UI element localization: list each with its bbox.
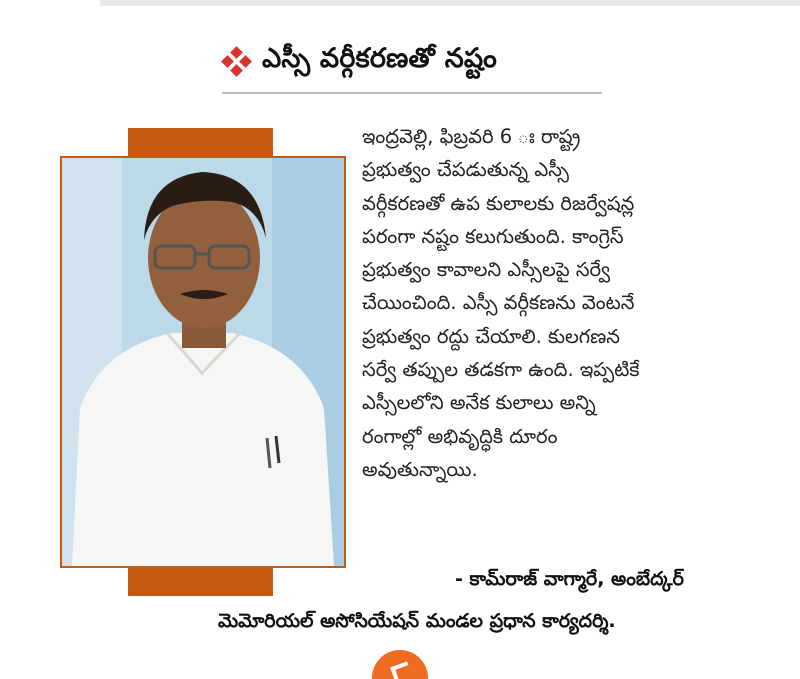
headline-title: ఎస్సీ వర్గీకరణతో నష్టం [262, 43, 497, 74]
article-line: ఎస్సీలలోని అనేక కులాలు అన్ని [362, 391, 596, 415]
article-line: ప్రభుత్వం రద్దు చేయాలి. కులగణన [362, 324, 620, 348]
article-line: ప్రభుత్వం చేపడుతున్న ఎస్సీ [362, 158, 569, 182]
signature-designation: మెమోరియల్ అసోసియేషన్ మండల ప్రధాన కార్యదర్శి. [218, 610, 616, 632]
photo-bottom-accent-bar [128, 566, 273, 596]
article-line: పరంగా నష్టం కలుగుతుంది. కాంగ్రెస్ [362, 224, 624, 248]
article-line: ప్రభుత్వం కావాలని ఎస్సీలపై సర్వే [362, 258, 611, 282]
portrait-photo [60, 156, 346, 568]
headline [222, 38, 497, 86]
quote-logo-icon [372, 650, 428, 679]
article-line: చేయించింది. ఎస్సీ వర్గీకణను వెంటనే [362, 291, 635, 315]
article-line: ఇంద్రవెల్లి, ఫిబ్రవరి 6 ః రాష్ట్ర [362, 125, 581, 148]
article-line: అవుతున్నాయి. [362, 457, 478, 481]
headline-underline [222, 92, 602, 94]
article-line: వర్గీకరణతో ఉప కులాలకు రిజర్వేషన్ల [362, 191, 635, 215]
top-divider-strip [100, 0, 800, 6]
signature-name: - కామ్‌రాజ్ వాగ్మారే, అంబేద్కర్ [455, 568, 684, 590]
article-line: రంగాల్లో అభివృద్ధికి దూరం [362, 424, 558, 448]
man-portrait-image [62, 158, 344, 566]
diamond-bullet-icon [222, 47, 252, 77]
article-body [362, 120, 762, 486]
photo-top-accent-bar [128, 128, 273, 158]
article-line: సర్వే తప్పుల తడకగా ఉంది. ఇప్పటికే [362, 358, 640, 382]
